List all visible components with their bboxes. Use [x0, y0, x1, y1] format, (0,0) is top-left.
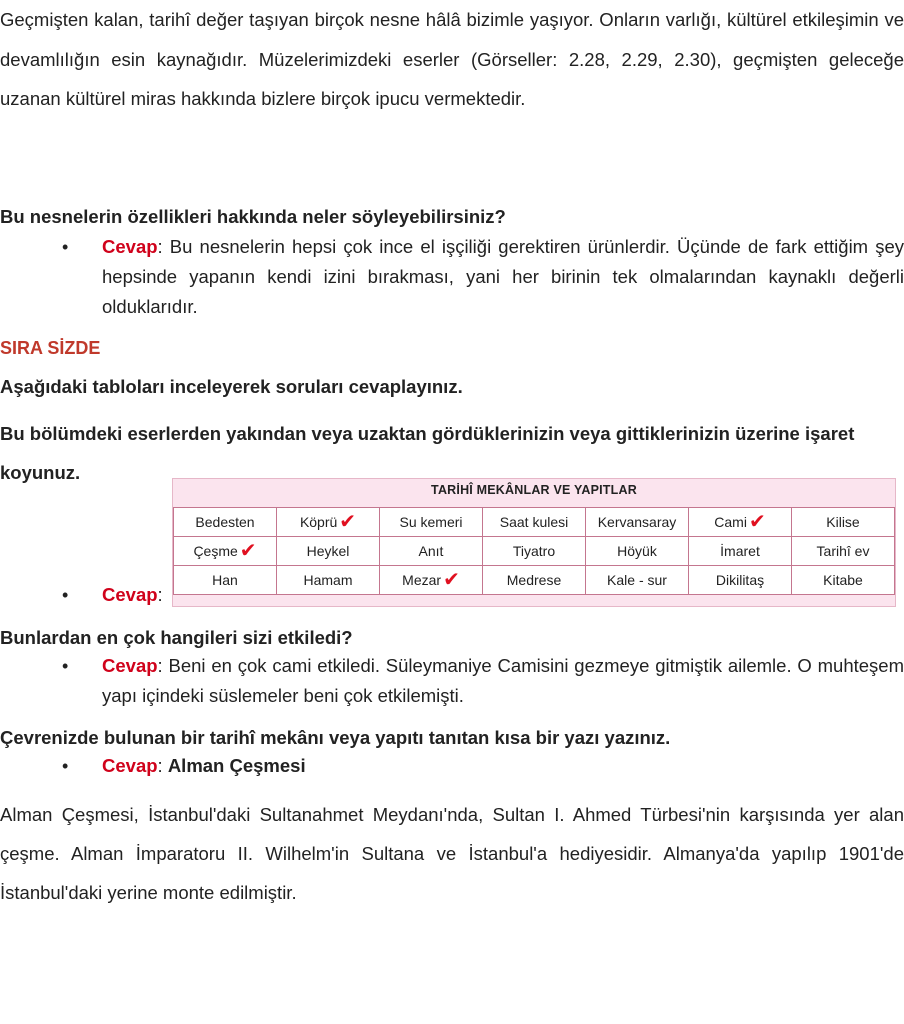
table-row	[174, 537, 895, 566]
cell-label: Cami	[714, 514, 747, 530]
table-cell	[689, 537, 792, 566]
answer-3	[62, 751, 904, 781]
question-3: Çevrenizde bulunan bir tarihî mekânı veya yapıtı tanıtan kısa bir yazı yazınız.	[0, 727, 671, 748]
question-1: Bu nesnelerin özellikleri hakkında neler söyleyebilirsiniz?	[0, 206, 506, 227]
answer-label: Cevap	[102, 655, 158, 676]
table-cell	[586, 508, 689, 537]
table-cell	[586, 537, 689, 566]
table-cell	[792, 566, 895, 595]
table-row	[174, 508, 895, 537]
cell-label: Saat kulesi	[499, 514, 569, 530]
cell-label: Su kemeri	[399, 514, 463, 530]
cell-label: Medrese	[506, 572, 562, 588]
historic-places-table	[172, 478, 896, 607]
cell-label: Anıt	[418, 543, 444, 559]
answer-label: Cevap	[102, 755, 158, 776]
instruction-1: Aşağıdaki tabloları inceleyerek soruları cevaplayınız.	[0, 376, 463, 397]
check-mark-icon: ✔	[239, 540, 257, 562]
cell-label: Köprü	[299, 514, 338, 530]
bullet-icon: •	[62, 237, 69, 257]
cell-label: Tarihî ev	[816, 543, 870, 559]
cell-label: Kervansaray	[597, 514, 677, 530]
answer-1	[62, 232, 904, 322]
table-cell	[483, 508, 586, 537]
check-mark-icon: ✔	[443, 569, 460, 591]
cell-label: Çeşme	[193, 543, 238, 559]
table-cell	[689, 508, 792, 537]
cell-label: Dikilitaş	[715, 572, 765, 588]
cell-label: Heykel	[306, 543, 350, 559]
bullet-icon: •	[62, 756, 69, 776]
cell-label: Kitabe	[823, 572, 863, 588]
question-2: Bunlardan en çok hangileri sizi etkiledi?	[0, 627, 353, 648]
check-mark-icon: ✔	[339, 511, 357, 533]
places-grid	[173, 507, 895, 595]
cell-label: Höyük	[617, 543, 657, 559]
table-cell	[277, 537, 380, 566]
cell-label: Hamam	[303, 572, 353, 588]
bullet-icon: •	[62, 656, 69, 676]
answer-label: Cevap	[102, 236, 158, 257]
answer-colon: :	[157, 755, 168, 776]
table-cell	[277, 566, 380, 595]
table-cell	[586, 566, 689, 595]
answer-3-title: Alman Çeşmesi	[167, 755, 306, 776]
table-cell	[380, 566, 483, 595]
table-cell	[174, 537, 277, 566]
table-cell	[380, 508, 483, 537]
table-cell	[792, 508, 895, 537]
cell-label: Bedesten	[195, 514, 255, 530]
check-mark-icon: ✔	[748, 511, 766, 533]
answer-2	[62, 651, 904, 711]
table-cell	[483, 537, 586, 566]
instruction-2: Bu bölümdeki eserlerden yakından veya uzaktan gördüklerinizin veya gittiklerinizin üzerine işaret koyunuz.	[0, 423, 855, 483]
table-title: TARİHÎ MEKÂNLAR VE YAPITLAR	[431, 483, 637, 497]
table-row	[174, 566, 895, 595]
cell-label: Mezar	[402, 572, 442, 588]
final-paragraph: Alman Çeşmesi, İstanbul'daki Sultanahmet Meydanı'nda, Sultan I. Ahmed Türbesi'nin karşısında yer alan çeşme. Alman İmparatoru II. Wilhelm'in Sultana ve İstanbul'a hediyesidir. Almanya'da yapılıp 1901'de İstanbul'daki yerine monte edilmiştir.	[0, 804, 904, 903]
table-cell	[792, 537, 895, 566]
table-cell	[483, 566, 586, 595]
answer-colon: :	[157, 584, 163, 605]
cell-label: İmaret	[720, 543, 760, 559]
answer-2-text: : Beni en çok cami etkiledi. Süleymaniye Camisini gezmeye gitmiştik ailemle. O muhteşem yapı içindeki süslemeler beni çok etkilemişti.	[102, 655, 904, 706]
cell-label: Kale - sur	[607, 572, 667, 588]
cell-label: Tiyatro	[512, 543, 556, 559]
answer-label: Cevap	[102, 584, 158, 605]
table-cell	[689, 566, 792, 595]
table-cell	[174, 508, 277, 537]
cell-label: Han	[212, 572, 238, 588]
intro-paragraph: Geçmişten kalan, tarihî değer taşıyan birçok nesne hâlâ bizimle yaşıyor. Onların varlığı, kültürel etkileşimin ve devamlılığın esin kaynağıdır. Müzelerimizdeki eserler (Görseller: 2.28, 2.29, 2.30), geçmişten geleceğe uzanan kültürel miras hakkında bizlere birçok ipucu vermektedir.	[0, 9, 904, 109]
bullet-icon: •	[62, 585, 69, 605]
answer-1-text: : Bu nesnelerin hepsi çok ince el işçiliği gerektiren ürünlerdir. Üçünde de fark ettiğim şey hepsinde yapanın kendi izini bırakması, yani her birinin tek olmalarından kaynaklı değerli olduklarıdır.	[102, 236, 904, 317]
table-cell	[277, 508, 380, 537]
cell-label: Kilise	[826, 514, 860, 530]
table-answer-label	[62, 580, 182, 610]
table-cell	[380, 537, 483, 566]
section-heading: SIRA SİZDE	[0, 338, 101, 358]
table-cell	[174, 566, 277, 595]
